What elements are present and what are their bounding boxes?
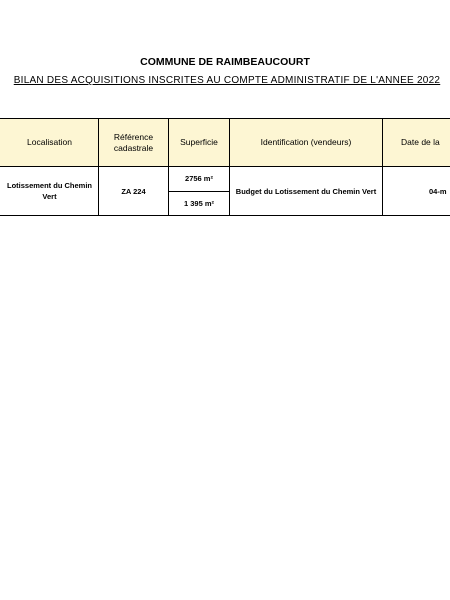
header-reference-cadastrale: Référence cadastrale	[99, 119, 169, 167]
document-subtitle: BILAN DES ACQUISITIONS INSCRITES AU COMPTE ADMINISTRATIF DE L'ANNEE 2022	[13, 75, 441, 86]
header-date: Date de la	[383, 119, 450, 167]
cell-reference: ZA 224	[99, 167, 169, 216]
header-identification: Identification (vendeurs)	[230, 119, 383, 167]
cell-date: 04-m	[383, 167, 450, 216]
table-row	[0, 167, 450, 192]
header-localisation: Localisation	[0, 119, 99, 167]
cell-identification: Budget du Lotissement du Chemin Vert	[230, 167, 383, 216]
cell-localisation: Lotissement du Chemin Vert	[0, 167, 99, 216]
table-header-row	[0, 119, 450, 167]
cell-superficie-1: 2756 m²	[169, 167, 230, 192]
cell-superficie-2: 1 395 m²	[169, 191, 230, 216]
acquisitions-table	[0, 118, 450, 216]
document-title: COMMUNE DE RAIMBEAUCOURT	[140, 56, 310, 68]
header-superficie: Superficie	[169, 119, 230, 167]
